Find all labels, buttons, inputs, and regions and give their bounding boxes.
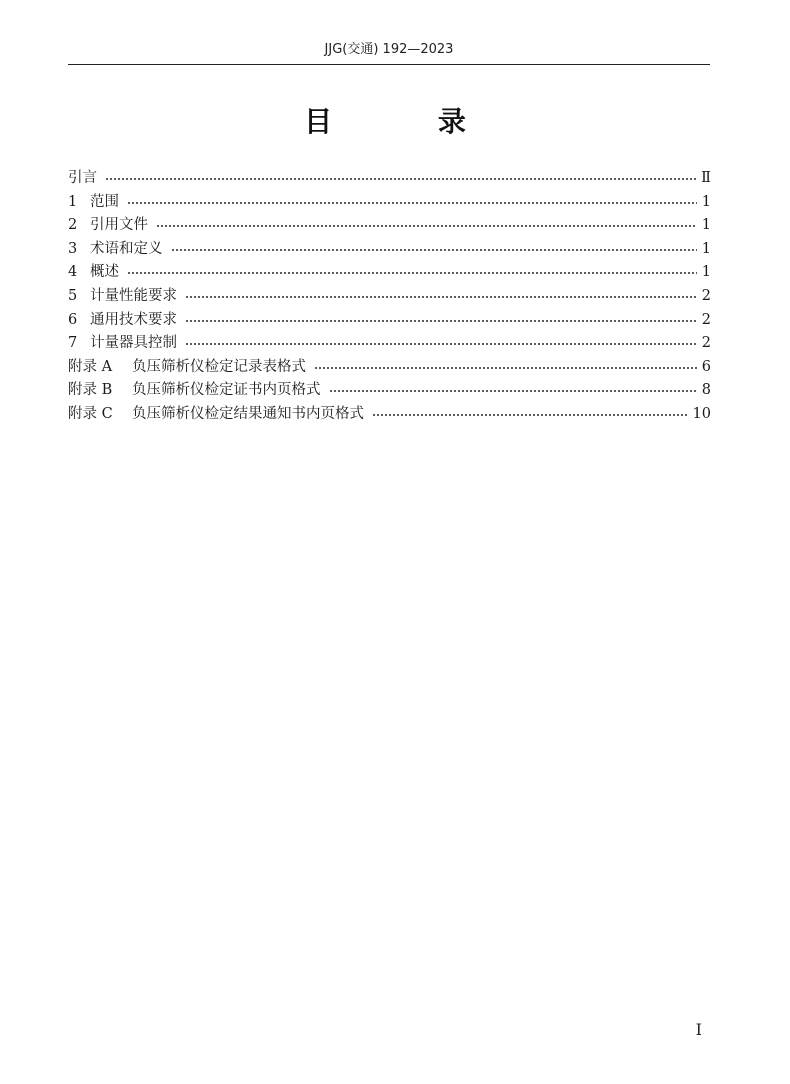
header-rule — [68, 64, 710, 65]
toc-dot-leader — [372, 403, 689, 417]
toc-entry-label: 计量器具控制 — [90, 335, 177, 352]
toc-entry-number: 5 — [68, 287, 78, 304]
toc-entry-label: 通用技术要求 — [90, 311, 177, 328]
toc-entry-appendix-a[interactable] — [68, 355, 711, 379]
document-header-code: JJG(交通) 192—2023 — [324, 42, 454, 57]
toc-entry-label: 负压筛析仪检定结果通知书内页格式 — [132, 405, 364, 422]
toc-dot-leader — [185, 332, 697, 346]
toc-dot-leader — [314, 356, 697, 370]
toc-entry-page: 1 — [701, 217, 711, 234]
toc-entry-1[interactable] — [68, 190, 711, 214]
toc-entry-label: 范围 — [90, 193, 119, 210]
toc-entry-label: 引言 — [68, 170, 97, 186]
toc-entry-page: 2 — [701, 335, 711, 352]
toc-dot-leader — [185, 309, 697, 323]
toc-dot-leader — [185, 285, 697, 299]
toc-entry-page: 6 — [701, 358, 711, 375]
toc-entry-preface[interactable] — [68, 166, 711, 190]
toc-entry-label: 负压筛析仪检定记录表格式 — [132, 358, 306, 375]
toc-entry-page: 2 — [701, 287, 711, 304]
toc-entry-page: 1 — [701, 264, 711, 281]
toc-entry-3[interactable] — [68, 237, 711, 261]
page-title: 目 录 — [304, 105, 514, 138]
toc-entry-number: 4 — [68, 264, 78, 281]
toc-dot-leader — [105, 167, 697, 181]
toc-entry-page: 1 — [701, 240, 711, 257]
toc-entry-page: 1 — [701, 193, 711, 210]
table-of-contents — [68, 166, 711, 426]
toc-entry-6[interactable] — [68, 308, 711, 332]
toc-entry-label: 引用文件 — [90, 217, 148, 234]
toc-entry-number: 附录 C — [68, 405, 113, 422]
toc-entry-2[interactable] — [68, 213, 711, 237]
toc-dot-leader — [127, 191, 697, 205]
toc-entry-appendix-b[interactable] — [68, 378, 711, 402]
toc-entry-appendix-c[interactable] — [68, 402, 711, 426]
toc-entry-page: 2 — [701, 311, 711, 328]
toc-entry-number: 1 — [68, 193, 78, 210]
toc-entry-number: 附录 B — [68, 382, 113, 399]
toc-entry-page: Ⅱ — [701, 170, 711, 186]
toc-entry-label: 计量性能要求 — [90, 287, 177, 304]
toc-entry-label: 术语和定义 — [90, 240, 163, 257]
toc-entry-5[interactable] — [68, 284, 711, 308]
toc-dot-leader — [329, 379, 698, 393]
toc-entry-7[interactable] — [68, 331, 711, 355]
toc-entry-number: 3 — [68, 240, 78, 257]
toc-dot-leader — [127, 261, 697, 275]
toc-entry-label: 负压筛析仪检定证书内页格式 — [132, 382, 321, 399]
toc-entry-page: 8 — [701, 382, 711, 399]
toc-entry-4[interactable] — [68, 260, 711, 284]
toc-entry-page: 10 — [692, 405, 711, 422]
toc-entry-label: 概述 — [90, 264, 119, 281]
toc-entry-number: 7 — [68, 335, 78, 352]
footer-page-number: Ⅰ — [695, 1020, 702, 1039]
toc-dot-leader — [171, 238, 698, 252]
toc-entry-number: 2 — [68, 217, 78, 234]
toc-entry-number: 附录 A — [68, 358, 113, 375]
toc-dot-leader — [156, 214, 697, 228]
toc-entry-number: 6 — [68, 311, 78, 328]
